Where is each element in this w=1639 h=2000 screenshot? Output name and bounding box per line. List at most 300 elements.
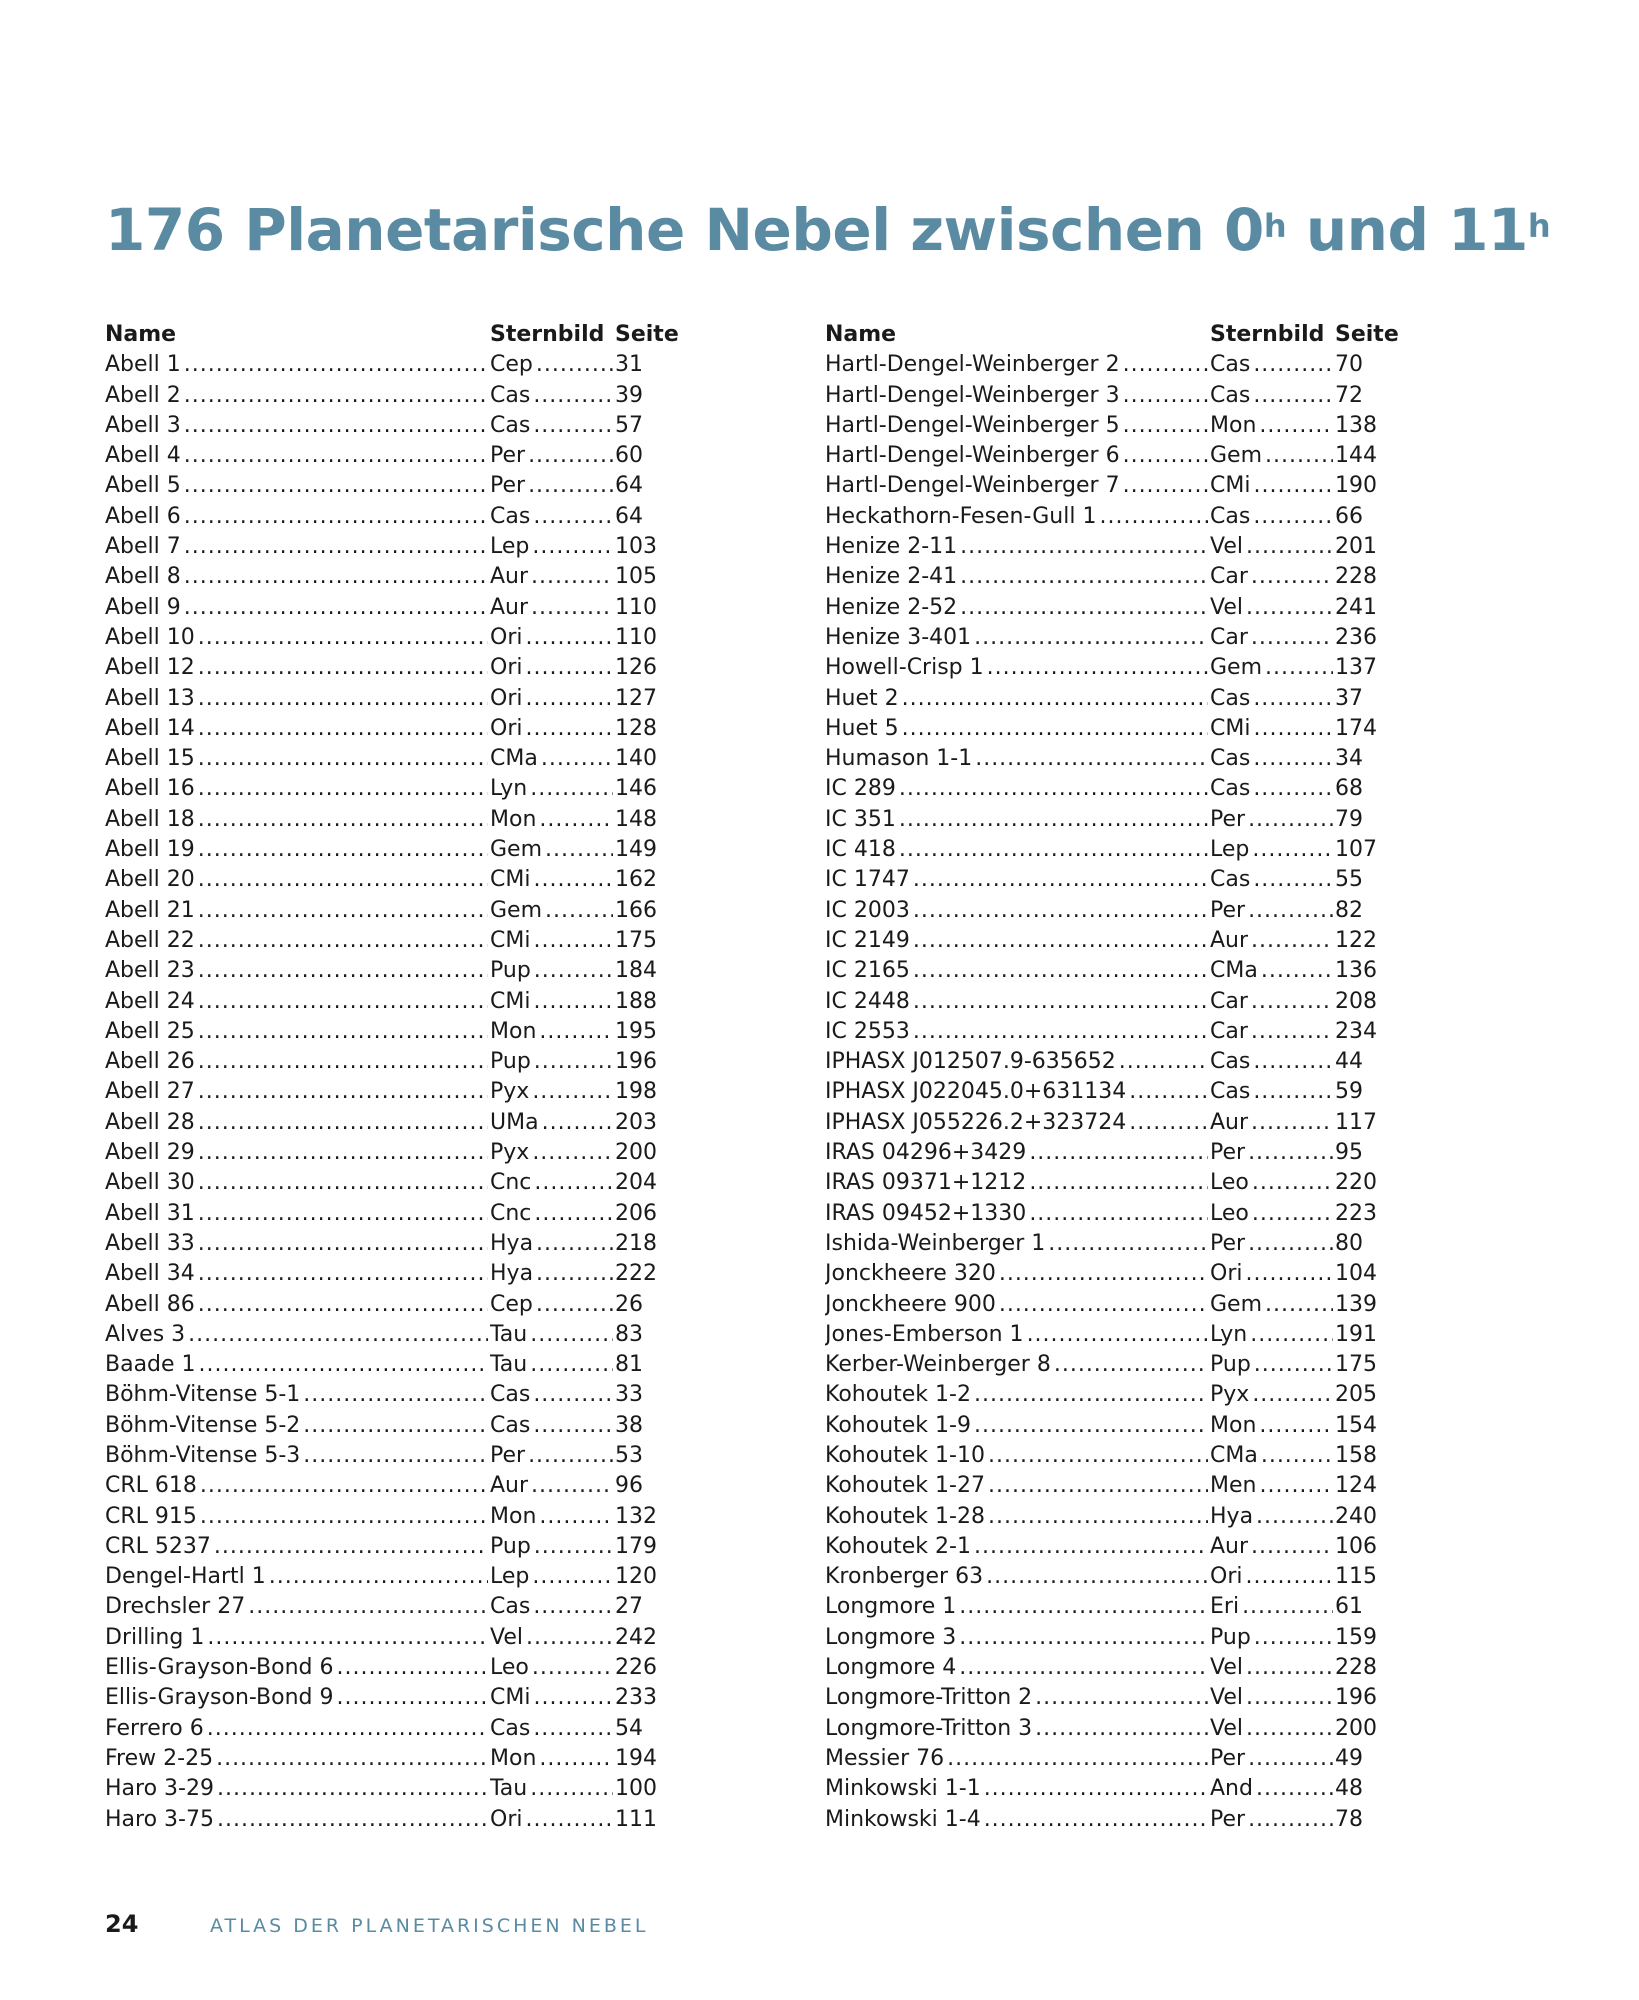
entry-constellation: Leo [1210,1200,1249,1226]
leader-dots [1251,562,1333,592]
leader-dots [1259,1411,1333,1441]
entry-page: 38 [615,1412,643,1438]
entry-constellation: Cep [490,1291,533,1317]
leader-dots [532,1653,613,1683]
entry-name: Abell 18 [105,806,195,832]
entry-name: Böhm-Vitense 5-3 [105,1442,301,1468]
leader-dots [198,714,488,744]
leader-dots [1253,1077,1333,1107]
entry-constellation: Ori [490,1806,523,1832]
index-entry [105,1653,665,1683]
index-entry [825,1229,1385,1259]
entry-constellation: Pyx [490,1079,530,1105]
entry-name: Henize 2-11 [825,534,958,560]
index-entry [825,1017,1385,1047]
entry-name: Abell 16 [105,776,195,802]
entry-constellation: Tau [490,1321,528,1347]
index-entry [105,1623,665,1653]
leader-dots [1253,744,1333,774]
entry-name: CRL 915 [105,1503,197,1529]
entry-page: 115 [1335,1564,1377,1590]
entry-page: 166 [615,897,657,923]
entry-page: 81 [615,1352,643,1378]
entry-name: IC 351 [825,806,896,832]
entry-name: IRAS 09371+1212 [825,1170,1027,1196]
index-entry [825,1683,1385,1713]
leader-dots [913,865,1208,895]
leader-dots [1123,411,1208,441]
entry-name: Ishida-Weinberger 1 [825,1230,1046,1256]
leader-dots [198,684,488,714]
leader-dots [902,684,1208,714]
column-header [105,320,679,350]
entry-name: IPHASX J055226.2+323724 [825,1109,1127,1135]
leader-dots [531,593,613,623]
leader-dots [214,1532,488,1562]
index-entry [105,1047,665,1077]
leader-dots [1253,714,1333,744]
leader-dots [1246,1653,1333,1683]
index-entry [105,350,665,380]
entry-page: 70 [1335,352,1363,378]
entry-name: Abell 24 [105,988,195,1014]
leader-dots [198,926,488,956]
entry-constellation: Eri [1210,1594,1240,1620]
index-entry [105,441,665,471]
page-number: 24 [105,1910,139,1938]
entry-page: 220 [1335,1170,1377,1196]
leader-dots [533,502,613,532]
leader-dots [1123,350,1208,380]
leader-dots [532,1077,613,1107]
index-entry [825,1138,1385,1168]
entry-page: 204 [615,1170,657,1196]
leader-dots [974,623,1208,653]
entry-constellation: Aur [490,594,529,620]
index-entry [105,653,665,683]
entry-constellation: Vel [1210,1685,1243,1711]
entry-constellation: Pup [490,1533,531,1559]
index-entry [825,1714,1385,1744]
entry-name: CRL 5237 [105,1533,211,1559]
leader-dots [525,623,613,653]
leader-dots [303,1380,488,1410]
leader-dots [1251,1532,1333,1562]
entry-constellation: Pyx [1210,1382,1250,1408]
entry-name: Abell 19 [105,837,195,863]
entry-constellation: Cas [490,1412,531,1438]
entry-page: 179 [615,1533,657,1559]
entry-page: 158 [1335,1442,1377,1468]
entry-page: 66 [1335,503,1363,529]
index-entry [105,896,665,926]
entry-name: Abell 3 [105,412,181,438]
entry-name: IC 418 [825,837,896,863]
index-entry [105,1805,665,1835]
index-entry [825,1744,1385,1774]
entry-constellation: Leo [490,1655,529,1681]
entry-page: 154 [1335,1412,1377,1438]
entry-constellation: Ori [490,715,523,741]
entry-page: 126 [615,655,657,681]
leader-dots [974,1380,1208,1410]
entry-page: 49 [1335,1745,1363,1771]
leader-dots [975,744,1208,774]
entry-name: Abell 86 [105,1291,195,1317]
index-entry [825,1592,1385,1622]
entry-name: Hartl-Dengel-Weinberger 7 [825,473,1120,499]
leader-dots [913,1017,1208,1047]
leader-dots [899,774,1208,804]
entry-page: 200 [615,1140,657,1166]
leader-dots [207,1623,488,1653]
leader-dots [1253,502,1333,532]
entry-page: 122 [1335,927,1377,953]
entry-name: IPHASX J022045.0+631134 [825,1079,1127,1105]
index-entry [825,1320,1385,1350]
leader-dots [986,1562,1208,1592]
leader-dots [198,896,488,926]
entry-name: Abell 20 [105,867,195,893]
entry-name: Abell 4 [105,443,181,469]
entry-page: 59 [1335,1079,1363,1105]
index-entry [825,896,1385,926]
entry-name: Abell 5 [105,473,181,499]
entry-name: Drilling 1 [105,1624,205,1650]
entry-constellation: Men [1210,1473,1257,1499]
entry-page: 174 [1335,715,1377,741]
leader-dots [1252,1199,1333,1229]
entry-page: 110 [615,594,657,620]
leader-dots [198,956,488,986]
leader-dots [530,774,613,804]
leader-dots [188,1320,488,1350]
entry-constellation: Hya [490,1230,534,1256]
index-column-right [825,320,1399,1835]
index-entry [105,1259,665,1289]
leader-dots [198,835,488,865]
index-entry [825,653,1385,683]
index-entry [105,1411,665,1441]
header-constellation: Sternbild [490,322,605,347]
index-entry [105,502,665,532]
entry-name: Minkowski 1-4 [825,1806,981,1832]
leader-dots [539,805,613,835]
entry-constellation: CMi [490,1685,531,1711]
index-entry [105,805,665,835]
leader-dots [913,896,1208,926]
entry-constellation: Aur [1210,1533,1249,1559]
entry-constellation: Cas [1210,1079,1251,1105]
leader-dots [533,381,613,411]
leader-dots [974,1411,1208,1441]
leader-dots [528,441,613,471]
leader-dots [1129,1108,1208,1138]
entry-page: 127 [615,685,657,711]
leader-dots [184,502,488,532]
entry-page: 200 [1335,1715,1377,1741]
header-constellation: Sternbild [1210,322,1325,347]
entry-constellation: Car [1210,1018,1248,1044]
leader-dots [1265,441,1333,471]
leader-dots [1129,1077,1208,1107]
entry-constellation: And [1210,1776,1253,1802]
entry-page: 31 [615,352,643,378]
header-page: Seite [1335,322,1399,347]
leader-dots [533,987,613,1017]
entry-page: 140 [615,746,657,772]
entry-page: 44 [1335,1049,1363,1075]
leader-dots [303,1411,488,1441]
leader-dots [530,1350,613,1380]
entry-name: Abell 8 [105,564,181,590]
entry-page: 240 [1335,1503,1377,1529]
entry-constellation: Gem [1210,1291,1263,1317]
leader-dots [534,1168,613,1198]
index-entry [825,1805,1385,1835]
entry-constellation: Aur [1210,927,1249,953]
leader-dots [534,1532,613,1562]
entry-page: 203 [615,1109,657,1135]
leader-dots [1254,1623,1333,1653]
leader-dots [1254,1350,1333,1380]
entry-constellation: Gem [490,837,543,863]
entry-name: Ellis-Grayson-Bond 9 [105,1685,334,1711]
entry-page: 117 [1335,1109,1377,1135]
leader-dots [1029,1168,1208,1198]
entry-name: Longmore 4 [825,1655,957,1681]
entry-constellation: Mon [490,1745,537,1771]
entry-page: 159 [1335,1624,1377,1650]
leader-dots [525,714,613,744]
leader-dots [1251,926,1333,956]
entry-name: Kohoutek 1-9 [825,1412,971,1438]
entry-page: 80 [1335,1230,1363,1256]
entry-constellation: Cas [1210,1049,1251,1075]
entry-name: IC 2003 [825,897,910,923]
entry-constellation: Car [1210,624,1248,650]
leader-dots [974,1532,1208,1562]
entry-page: 78 [1335,1806,1363,1832]
entry-name: Abell 22 [105,927,195,953]
entry-name: Ellis-Grayson-Bond 6 [105,1655,334,1681]
leader-dots [184,562,488,592]
leader-dots [533,1714,613,1744]
header-name: Name [825,322,897,347]
entry-constellation: Per [490,1442,526,1468]
entry-constellation: Cas [1210,776,1251,802]
entry-constellation: Per [1210,1140,1246,1166]
entry-constellation: CMa [1210,958,1258,984]
leader-dots [1035,1714,1208,1744]
entry-name: Abell 27 [105,1079,195,1105]
entry-page: 188 [615,988,657,1014]
leader-dots [530,1320,613,1350]
entry-constellation: Hya [490,1261,534,1287]
entry-constellation: CMi [1210,715,1251,741]
leader-dots [525,684,613,714]
index-entry [105,865,665,895]
entry-name: Haro 3-75 [105,1806,214,1832]
entry-name: IRAS 04296+3429 [825,1140,1027,1166]
entry-name: Abell 7 [105,534,181,560]
entry-constellation: CMa [490,746,538,772]
entry-name: Abell 13 [105,685,195,711]
leader-dots [988,1502,1208,1532]
page-footer [105,1910,648,1938]
entry-constellation: Mon [1210,412,1257,438]
entry-page: 64 [615,473,643,499]
entry-name: Abell 23 [105,958,195,984]
entry-constellation: Car [1210,564,1248,590]
leader-dots [528,471,613,501]
leader-dots [536,1229,613,1259]
leader-dots [217,1774,488,1804]
index-entry [105,1592,665,1622]
entry-name: Jonckheere 320 [825,1261,996,1287]
entry-page: 241 [1335,594,1377,620]
leader-dots [532,532,613,562]
entry-name: Jones-Emberson 1 [825,1321,1024,1347]
leader-dots [533,1380,613,1410]
leader-dots [1261,1441,1333,1471]
entry-name: Ferrero 6 [105,1715,204,1741]
leader-dots [539,1017,613,1047]
index-entry [825,1774,1385,1804]
index-entry [105,744,665,774]
entry-constellation: CMi [490,867,531,893]
entry-page: 149 [615,837,657,863]
leader-dots [198,623,488,653]
index-entry [105,1199,665,1229]
entry-page: 144 [1335,443,1377,469]
entry-page: 175 [1335,1352,1377,1378]
entry-constellation: Vel [1210,534,1243,560]
entry-page: 83 [615,1321,643,1347]
leader-dots [269,1562,488,1592]
entry-constellation: Cas [1210,685,1251,711]
entry-constellation: Per [1210,897,1246,923]
leader-dots [959,1592,1208,1622]
entry-name: Abell 9 [105,594,181,620]
entry-constellation: Per [1210,1230,1246,1256]
leader-dots [337,1653,488,1683]
index-entry [825,1623,1385,1653]
leader-dots [184,411,488,441]
leader-dots [999,1259,1208,1289]
leader-dots [198,1017,488,1047]
leader-dots [184,532,488,562]
leader-dots [198,1108,488,1138]
leader-dots [534,1199,613,1229]
entry-constellation: Ori [490,685,523,711]
entry-constellation: Lep [490,534,530,560]
leader-dots [1123,471,1208,501]
entry-name: Messier 76 [825,1745,945,1771]
entry-page: 26 [615,1291,643,1317]
entry-page: 100 [615,1776,657,1802]
entry-name: Longmore 1 [825,1594,957,1620]
leader-dots [536,1259,613,1289]
entry-page: 146 [615,776,657,802]
entry-name: Abell 25 [105,1018,195,1044]
entry-name: Abell 1 [105,352,181,378]
entry-name: Abell 6 [105,503,181,529]
entry-name: Kohoutek 1-28 [825,1503,985,1529]
index-entry [105,1017,665,1047]
index-entry [105,1077,665,1107]
entry-page: 72 [1335,382,1363,408]
leader-dots [960,532,1208,562]
leader-dots [1099,502,1208,532]
index-entry [825,805,1385,835]
entry-page: 132 [615,1503,657,1529]
index-entry [825,441,1385,471]
entry-page: 223 [1335,1200,1377,1226]
leader-dots [1253,381,1333,411]
entry-constellation: Cas [490,412,531,438]
index-entry [825,623,1385,653]
leader-dots [1054,1350,1208,1380]
leader-dots [1248,896,1333,926]
index-entry [825,1108,1385,1138]
entry-page: 208 [1335,988,1377,1014]
leader-dots [1251,987,1333,1017]
entry-page: 106 [1335,1533,1377,1559]
leader-dots [1119,1047,1208,1077]
leader-dots [303,1441,488,1471]
leader-dots [913,926,1208,956]
leader-dots [1265,1290,1333,1320]
entry-constellation: Cas [490,1382,531,1408]
entry-page: 54 [615,1715,643,1741]
entry-constellation: Ori [490,655,523,681]
leader-dots [198,1290,488,1320]
entry-name: Huet 2 [825,685,899,711]
entry-page: 107 [1335,837,1377,863]
leader-dots [984,1774,1208,1804]
leader-dots [1261,956,1333,986]
header-page: Seite [615,322,679,347]
entry-page: 201 [1335,534,1377,560]
index-entry [825,381,1385,411]
entry-constellation: Vel [490,1624,523,1650]
leader-dots [217,1805,488,1835]
entry-page: 162 [615,867,657,893]
leader-dots [539,1502,613,1532]
page-title: 176 Planetarische Nebel zwischen 0$^h$ und 11$^h$ [105,196,1551,264]
leader-dots [899,835,1208,865]
leader-dots [198,865,488,895]
leader-dots [525,1805,613,1835]
entry-page: 136 [1335,958,1377,984]
leader-dots [534,1047,613,1077]
entry-name: IC 289 [825,776,896,802]
entry-constellation: Vel [1210,1655,1243,1681]
leader-dots [533,1592,613,1622]
entry-name: IC 2448 [825,988,910,1014]
entry-name: Kronberger 63 [825,1564,984,1590]
entry-page: 64 [615,503,643,529]
leader-dots [1035,1683,1208,1713]
leader-dots [533,1411,613,1441]
leader-dots [1245,1562,1333,1592]
leader-dots [525,653,613,683]
index-entry [105,1471,665,1501]
entry-constellation: Mon [490,1018,537,1044]
leader-dots [200,1471,488,1501]
entry-constellation: Mon [490,1503,537,1529]
